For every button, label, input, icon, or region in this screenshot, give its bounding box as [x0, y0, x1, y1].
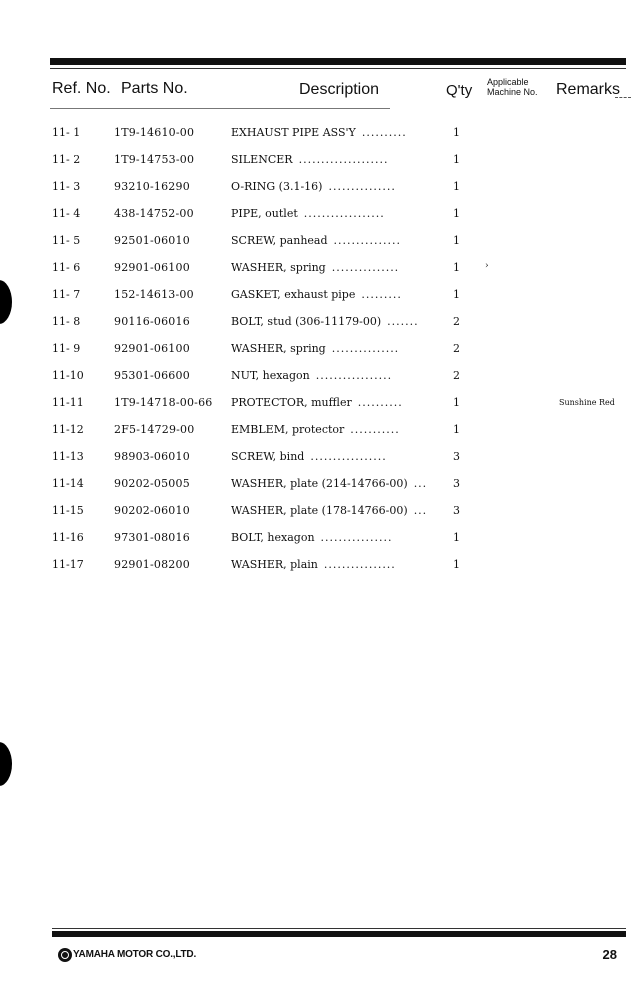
- part-no: 97301-08016: [114, 531, 190, 544]
- part-no: 98903-06010: [114, 450, 190, 463]
- table-row: [0, 257, 637, 277]
- description-text: NUT, hexagon: [231, 369, 310, 382]
- header-remarks: Remarks: [556, 81, 621, 98]
- part-no: 92901-08200: [114, 558, 190, 571]
- description: [231, 531, 392, 544]
- quantity: 1: [453, 234, 460, 247]
- quantity: 1: [453, 423, 460, 436]
- table-row: [0, 419, 637, 439]
- ref-no: 11- 9: [52, 342, 81, 355]
- header-qty: Q'ty: [446, 82, 473, 99]
- description: [231, 234, 401, 247]
- leader-dots: .................: [315, 369, 393, 382]
- leader-dots: ................: [323, 558, 396, 571]
- bottom-rule: [52, 931, 626, 937]
- description: [231, 450, 387, 463]
- table-row: [0, 473, 637, 493]
- quantity: 1: [453, 180, 460, 193]
- part-no: 1T9-14610-00: [114, 126, 195, 139]
- header-applicable-line2: Machine No.: [487, 87, 538, 97]
- table-row: [0, 365, 637, 385]
- part-no: 1T9-14718-00-66: [114, 396, 213, 409]
- part-no: 152-14613-00: [114, 288, 194, 301]
- description-text: WASHER, plate (214-14766-00): [231, 477, 408, 490]
- ref-no: 11- 8: [52, 315, 81, 328]
- description-text: SILENCER: [231, 153, 293, 166]
- header-applicable-line1: Applicable: [487, 77, 529, 87]
- table-row: [0, 203, 637, 223]
- yamaha-logo-icon: [58, 948, 72, 962]
- description-text: O-RING (3.1-16): [231, 180, 323, 193]
- part-no: 90202-06010: [114, 504, 190, 517]
- quantity: 3: [453, 477, 460, 490]
- description-text: SCREW, bind: [231, 450, 305, 463]
- table-row: [0, 527, 637, 547]
- description: [231, 126, 407, 139]
- part-no: 95301-06600: [114, 369, 190, 382]
- ref-no: 11- 6: [52, 261, 81, 274]
- table-row: [0, 149, 637, 169]
- table-row: [0, 554, 637, 574]
- ref-no: 11- 1: [52, 126, 81, 139]
- quantity: 1: [453, 261, 460, 274]
- part-no: 90116-06016: [114, 315, 190, 328]
- ref-no: 11- 3: [52, 180, 81, 193]
- description: [231, 153, 389, 166]
- leader-dots: ..................: [303, 207, 385, 220]
- ref-no: 11- 4: [52, 207, 81, 220]
- description: [231, 423, 400, 436]
- description-text: WASHER, spring: [231, 261, 326, 274]
- ref-no: 11-16: [52, 531, 84, 544]
- part-no: 92901-06100: [114, 342, 190, 355]
- quantity: 1: [453, 153, 460, 166]
- description-text: WASHER, plain: [231, 558, 318, 571]
- description-text: WASHER, plate (178-14766-00): [231, 504, 408, 517]
- description: [231, 288, 402, 301]
- description-text: BOLT, stud (306-11179-00): [231, 315, 382, 328]
- leader-dots: ...............: [331, 342, 400, 355]
- ref-no: 11-15: [52, 504, 84, 517]
- ref-no: 11- 5: [52, 234, 81, 247]
- description: [231, 342, 399, 355]
- ref-no: 11-10: [52, 369, 84, 382]
- part-no: 93210-16290: [114, 180, 190, 193]
- leader-dots: ...........: [350, 423, 400, 436]
- header-description: Description: [299, 81, 380, 98]
- description: [231, 477, 427, 490]
- description-text: WASHER, spring: [231, 342, 326, 355]
- description-text: SCREW, panhead: [231, 234, 328, 247]
- header-parts-no: Parts No.: [121, 80, 188, 97]
- binder-punch-hole: [0, 742, 12, 786]
- footer-company: YAMAHA MOTOR CO.,LTD.: [73, 949, 197, 960]
- remarks: Sunshine Red: [559, 398, 615, 407]
- description-text: BOLT, hexagon: [231, 531, 315, 544]
- description-text: EXHAUST PIPE ASS'Y: [231, 126, 356, 139]
- description: [231, 504, 427, 517]
- leader-dots: ..........: [361, 126, 407, 139]
- top-rule-thin: [50, 68, 626, 69]
- ref-no: 11-13: [52, 450, 84, 463]
- quantity: 1: [453, 288, 460, 301]
- quantity: 3: [453, 450, 460, 463]
- description: [231, 396, 403, 409]
- bottom-rule-thin: [52, 928, 626, 929]
- quantity: 3: [453, 504, 460, 517]
- applicable-machine-no: ›: [485, 261, 489, 271]
- top-rule: [50, 58, 626, 65]
- leader-dots: ...: [413, 504, 428, 517]
- table-row: [0, 338, 637, 358]
- ref-no: 11-12: [52, 423, 84, 436]
- part-no: 90202-05005: [114, 477, 190, 490]
- description-text: GASKET, exhaust pipe: [231, 288, 356, 301]
- table-row: [0, 392, 637, 412]
- ref-no: 11-17: [52, 558, 84, 571]
- quantity: 1: [453, 126, 460, 139]
- leader-dots: ....................: [298, 153, 389, 166]
- ref-no: 11-14: [52, 477, 84, 490]
- description-text: PROTECTOR, muffler: [231, 396, 352, 409]
- leader-dots: ...: [413, 477, 428, 490]
- part-no: 2F5-14729-00: [114, 423, 195, 436]
- description: [231, 207, 385, 220]
- header-ref-no: Ref. No.: [52, 80, 111, 97]
- leader-dots: ...............: [328, 180, 396, 193]
- table-row: [0, 311, 637, 331]
- leader-dots: .........: [361, 288, 402, 301]
- table-row: [0, 122, 637, 142]
- description: [231, 315, 419, 328]
- table-row: [0, 500, 637, 520]
- quantity: 1: [453, 396, 460, 409]
- part-no: 438-14752-00: [114, 207, 194, 220]
- leader-dots: ...............: [331, 261, 400, 274]
- leader-dots: .......: [387, 315, 419, 328]
- header-rule: [50, 108, 390, 109]
- quantity: 2: [453, 369, 460, 382]
- description: [231, 261, 399, 274]
- table-header: [0, 76, 637, 106]
- leader-dots: ...............: [333, 234, 401, 247]
- table-row: [0, 284, 637, 304]
- quantity: 1: [453, 531, 460, 544]
- leader-dots: ................: [320, 531, 393, 544]
- quantity: 1: [453, 207, 460, 220]
- ref-no: 11- 2: [52, 153, 81, 166]
- quantity: 2: [453, 315, 460, 328]
- description: [231, 180, 396, 193]
- description-text: EMBLEM, protector: [231, 423, 345, 436]
- header-applicable: [487, 77, 538, 97]
- table-row: [0, 176, 637, 196]
- description-text: PIPE, outlet: [231, 207, 298, 220]
- ref-no: 11- 7: [52, 288, 81, 301]
- quantity: 2: [453, 342, 460, 355]
- leader-dots: ..........: [357, 396, 403, 409]
- part-no: 92901-06100: [114, 261, 190, 274]
- page-number: 28: [602, 947, 617, 962]
- leader-dots: .................: [310, 450, 387, 463]
- header-dash: [615, 97, 631, 98]
- part-no: 1T9-14753-00: [114, 153, 195, 166]
- table-row: [0, 230, 637, 250]
- part-no: 92501-06010: [114, 234, 190, 247]
- quantity: 1: [453, 558, 460, 571]
- table-row: [0, 446, 637, 466]
- description: [231, 558, 396, 571]
- description: [231, 369, 392, 382]
- ref-no: 11-11: [52, 396, 84, 409]
